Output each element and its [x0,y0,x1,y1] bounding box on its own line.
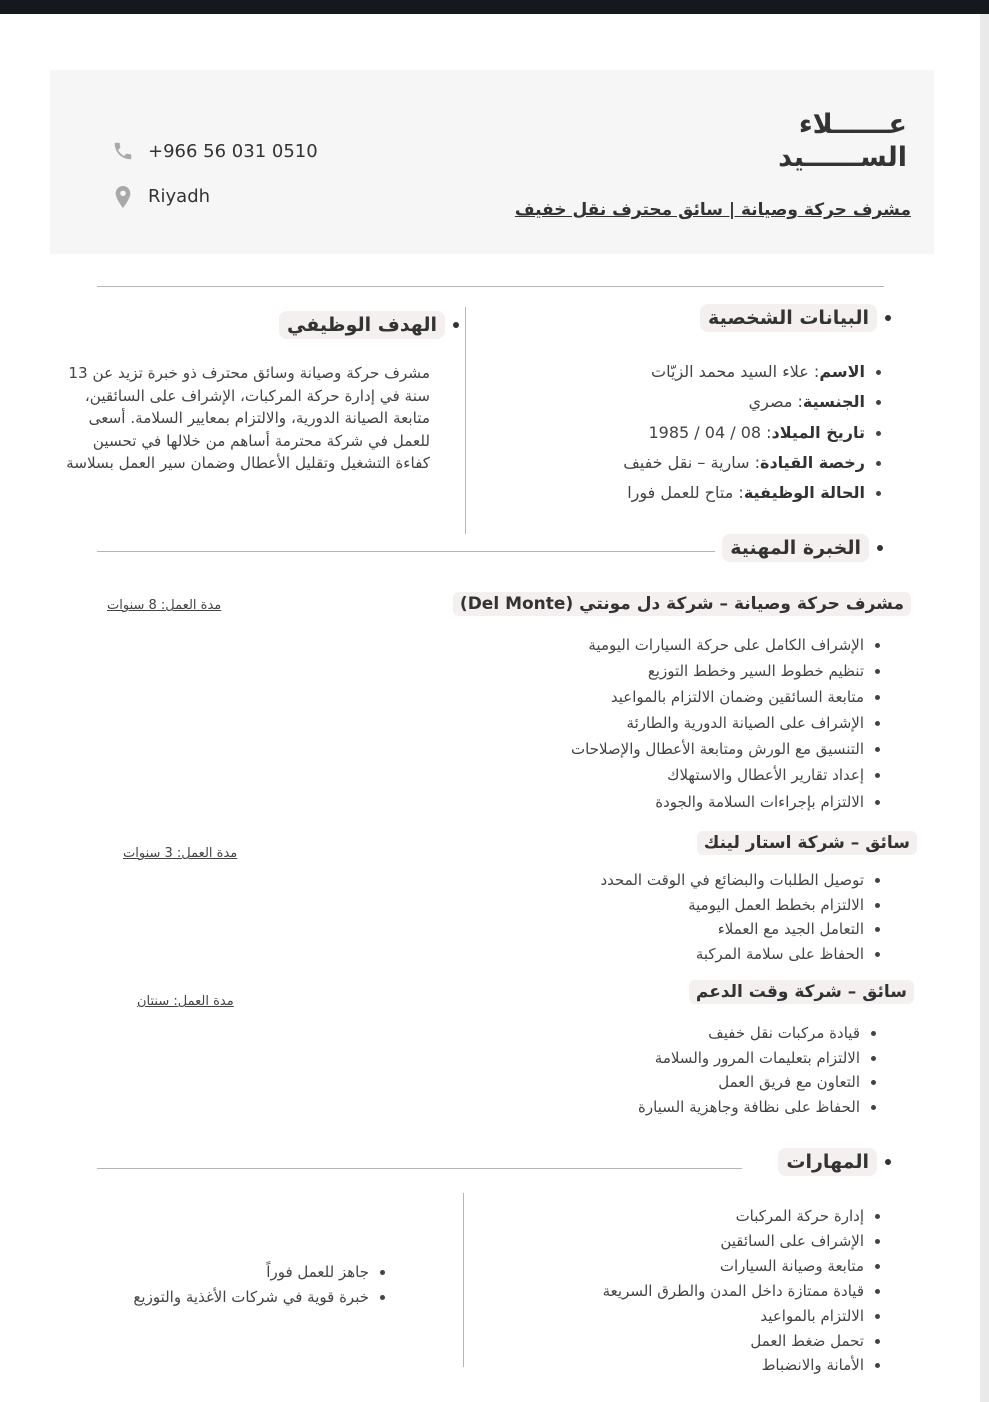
window-top-bar [0,0,989,14]
list-item: التعامل الجيد مع العملاء [600,917,884,942]
personal-item-birthdate: تاريخ الميلاد: 08 / 04 / 1985 [623,418,885,448]
section-bullet [877,545,883,551]
personal-item-nationality: الجنسية: مصري [623,387,885,417]
list-item: التنسيق مع الورش ومتابعة الأعطال والإصلاحات [571,736,884,762]
list-item: التعاون مع فريق العمل [638,1070,880,1095]
section-objective-title [279,311,459,339]
section-bullet [453,322,459,328]
list-item: الالتزام بالمواعيد [603,1304,884,1329]
job-3-title: سائق – شركة وقت الدعم [689,980,914,1004]
job-1-tasks [571,632,884,815]
skills-divider [97,1168,742,1169]
candidate-job-title: مشرف حركة وصيانة | سائق محترف نقل خفيف [514,200,911,220]
skills-list-extra [133,1260,389,1310]
list-item: خبرة قوية في شركات الأغذية والتوزيع [133,1285,389,1310]
list-item: الحفاظ على نظافة وجاهزية السيارة [638,1095,880,1120]
column-divider [465,307,466,534]
list-item: إعداد تقارير الأعطال والاستهلاك [571,762,884,788]
list-item: الالتزام بإجراءات السلامة والجودة [571,789,884,815]
list-item: جاهز للعمل فوراً [133,1260,389,1285]
personal-item-status: الحالة الوظيفية: متاح للعمل فورا [623,478,885,508]
section-bullet [885,1159,891,1165]
contact-phone [112,138,318,164]
job-1-title: مشرف حركة وصيانة – شركة دل مونتي (Del Monte) [453,592,911,616]
phone-number[interactable]: +966 56 031 0510 [148,140,318,162]
section-label: الخبرة المهنية [722,534,869,562]
header-divider [97,286,884,287]
job-2-title: سائق – شركة استار لينك [697,831,917,855]
list-item: الأمانة والانضباط [603,1353,884,1378]
list-item: الالتزام بخطط العمل اليومية [600,893,884,918]
job-2-duration: مدة العمل: 3 سنوات [123,846,238,861]
section-personal-title [700,304,891,332]
list-item: الحفاظ على سلامة المركبة [600,942,884,967]
location-pin-icon [112,185,134,207]
job-1-duration: مدة العمل: 8 سنوات [107,598,222,613]
personal-info-list [623,357,885,508]
section-label: المهارات [778,1148,877,1176]
list-item: توصيل الطلبات والبضائع في الوقت المحدد [600,868,884,893]
list-item: متابعة السائقين وضمان الالتزام بالمواعيد [571,684,884,710]
job-3-tasks [638,1021,880,1120]
candidate-name: عــــــلاء الســــــيد [778,109,907,173]
job-3-duration: مدة العمل: سنتان [137,994,234,1009]
skills-list-main [603,1204,884,1378]
section-label: البيانات الشخصية [700,304,877,332]
scrollbar-track[interactable] [980,14,989,1402]
personal-item-name: الاسم: علاء السيد محمد الزيّات [623,357,885,387]
list-item: الإشراف على الصيانة الدورية والطارئة [571,710,884,736]
list-item: تحمل ضغط العمل [603,1329,884,1354]
section-label: الهدف الوظيفي [279,311,445,339]
section-bullet [885,315,891,321]
list-item: قيادة ممتازة داخل المدن والطرق السريعة [603,1279,884,1304]
personal-item-license: رخصة القيادة: سارية – نقل خفيف [623,448,885,478]
list-item: الإشراف الكامل على حركة السيارات اليومية [571,632,884,658]
list-item: متابعة وصيانة السيارات [603,1254,884,1279]
experience-divider [97,551,715,552]
job-2-tasks [600,868,884,967]
list-item: قيادة مركبات نقل خفيف [638,1021,880,1046]
objective-text: مشرف حركة وصيانة وسائق محترف ذو خبرة تزيد عن 13 سنة في إدارة حركة المركبات، الإشراف على السائقين، متابعة الصيانة الدورية، والالتزام بمعايير السلامة. أسعى للعمل في شركة محترمة أساهم من خلالها في تحسين كفاءة التشغيل وتقليل الأعطال وضمان سير العمل بسلاسة [66,364,430,473]
list-item: تنظيم خطوط السير وخطط التوزيع [571,658,884,684]
section-skills-title [778,1148,891,1176]
list-item: الالتزام بتعليمات المرور والسلامة [638,1046,880,1071]
section-experience-title [722,534,883,562]
phone-icon [112,140,134,162]
location-text: Riyadh [148,185,211,207]
skills-column-divider [463,1193,464,1367]
list-item: الإشراف على السائقين [603,1229,884,1254]
list-item: إدارة حركة المركبات [603,1204,884,1229]
contact-location [112,183,210,209]
